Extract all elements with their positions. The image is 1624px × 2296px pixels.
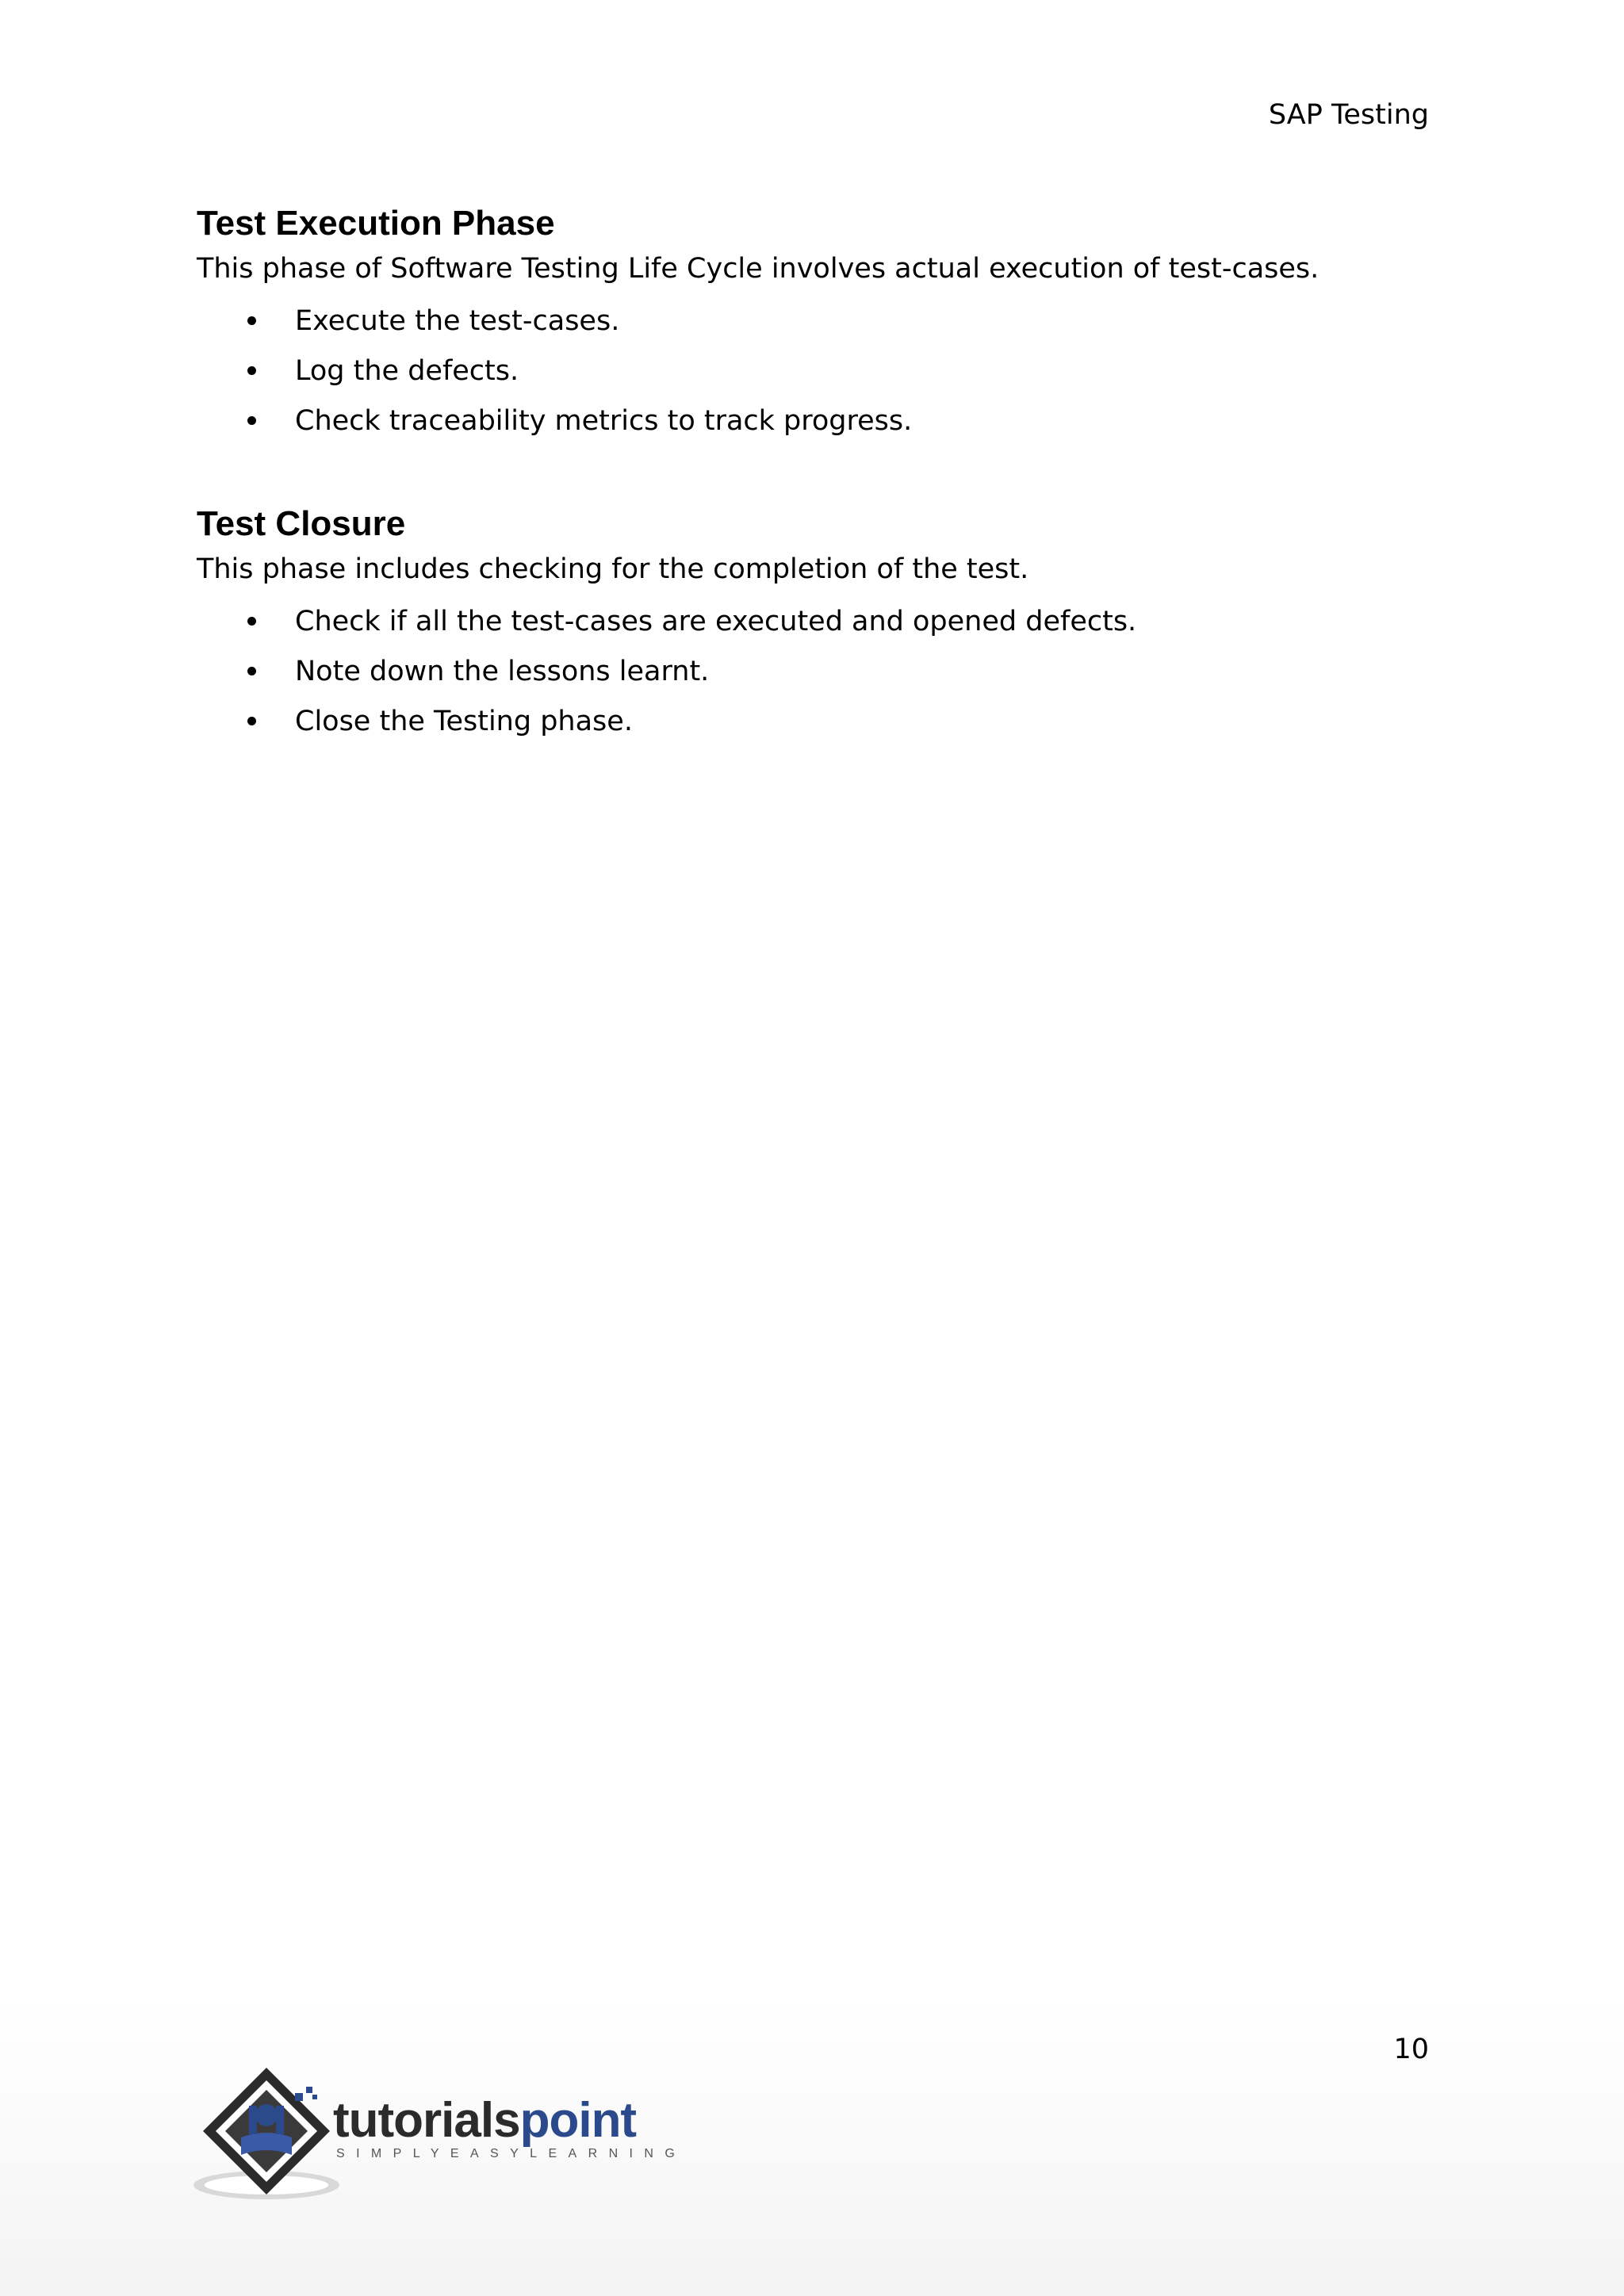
list-item-text: Check if all the test-cases are executed and opened defects. xyxy=(295,606,1137,637)
running-header: SAP Testing xyxy=(1268,99,1429,131)
section-test-execution-phase xyxy=(197,200,1434,453)
list-item xyxy=(197,703,1434,753)
list-item-text: Execute the test-cases. xyxy=(295,305,620,337)
list-item xyxy=(197,653,1434,703)
list-item-text: Log the defects. xyxy=(295,355,519,387)
section-spacer xyxy=(197,453,1434,500)
tutorialspoint-logo xyxy=(193,2058,687,2201)
logo-wordmark-part-b: point xyxy=(519,2093,637,2148)
logo-wordmark xyxy=(333,2093,636,2149)
list-item xyxy=(197,403,1434,453)
page-content xyxy=(197,200,1434,753)
list-item xyxy=(197,603,1434,653)
section-intro: This phase of Software Testing Life Cycle involves actual execution of test-cases. xyxy=(197,253,1320,285)
bullet-icon xyxy=(247,366,256,375)
logo-wordmark-part-a: tutorials xyxy=(333,2093,520,2148)
list-item-text: Check traceability metrics to track progress. xyxy=(295,405,913,437)
section-heading: Test Closure xyxy=(197,504,406,543)
section-test-closure xyxy=(197,500,1434,753)
page-number: 10 xyxy=(1393,2034,1429,2065)
logo-mark-icon xyxy=(193,2058,352,2201)
bullet-list xyxy=(197,603,1434,753)
section-heading: Test Execution Phase xyxy=(197,204,555,243)
bullet-icon xyxy=(247,717,256,725)
bullet-icon xyxy=(247,667,256,675)
bullet-icon xyxy=(247,416,256,425)
section-intro: This phase includes checking for the completion of the test. xyxy=(197,553,1029,585)
bullet-icon xyxy=(247,316,256,325)
list-item xyxy=(197,353,1434,403)
list-item-text: Note down the lessons learnt. xyxy=(295,656,710,687)
bullet-list xyxy=(197,303,1434,453)
logo-tagline: SIMPLYEASYLEARNING xyxy=(336,2147,687,2160)
list-item xyxy=(197,303,1434,353)
bullet-icon xyxy=(247,617,256,626)
list-item-text: Close the Testing phase. xyxy=(295,706,633,737)
